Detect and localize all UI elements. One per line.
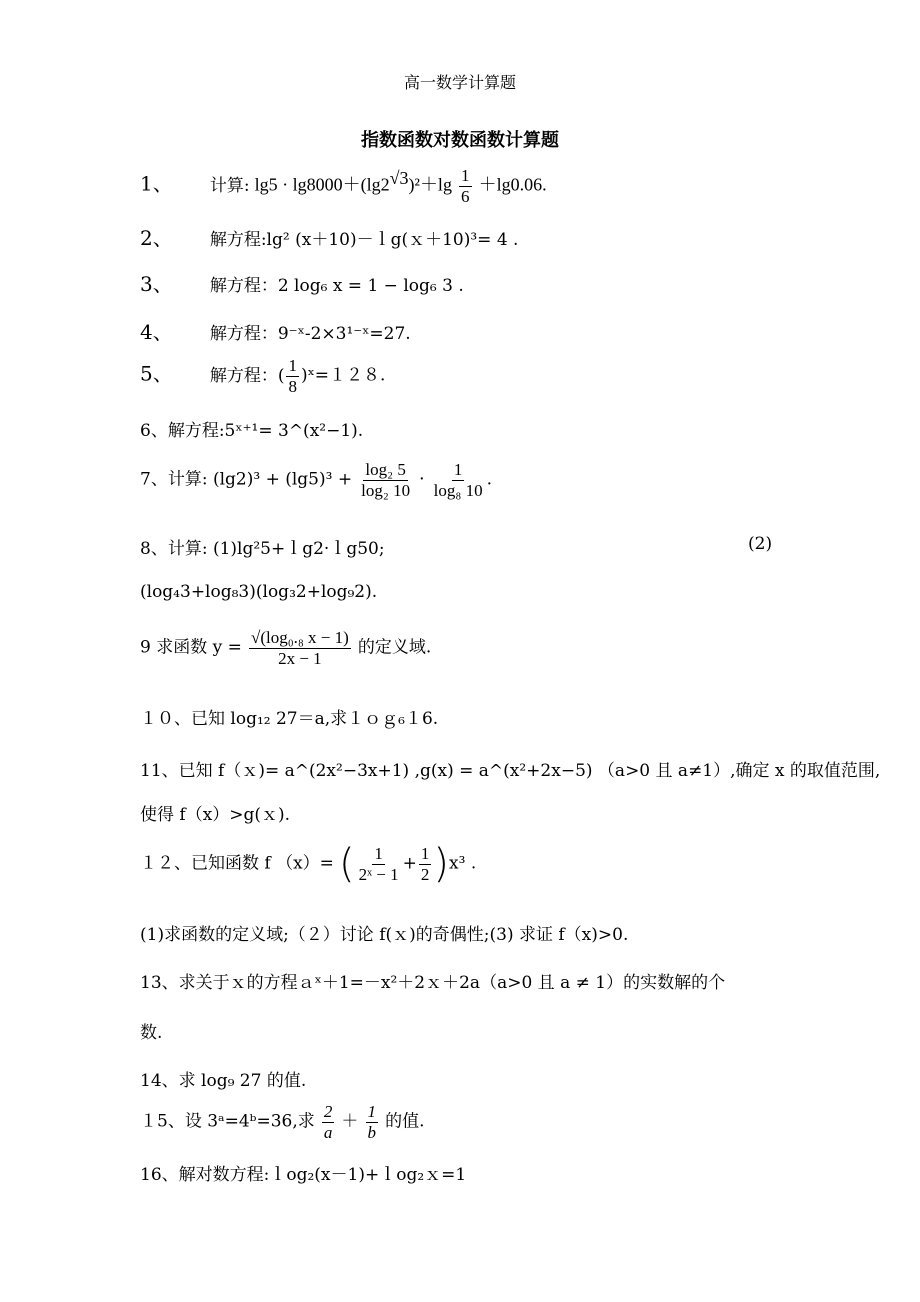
- problem-8-line-1: 8、计算: (1)lg²5+ｌg2·ｌg50;: [140, 539, 385, 559]
- problem-5-fraction: [286, 356, 299, 396]
- fraction-denominator: b: [367, 1122, 377, 1142]
- problem-15-prefix: １5、设 3ᵃ=4ᵇ=36,求: [140, 1111, 315, 1132]
- problem-1-sqrt3: √3: [389, 168, 409, 189]
- problem-7-prefix: 7、计算: (lg2)³ + (lg5)³ +: [140, 469, 353, 490]
- problem-12: [140, 841, 477, 888]
- problem-8-line-2: (log₄3+log₈3)(log₃2+log₉2).: [140, 582, 378, 602]
- problem-1: [140, 166, 547, 206]
- left-paren: (: [339, 841, 355, 888]
- problem-9-fraction: [249, 628, 351, 668]
- problem-15: [140, 1102, 425, 1142]
- fraction-numerator: 1: [461, 166, 470, 185]
- problem-1-number: 1、: [140, 171, 173, 196]
- fraction-numerator: 1: [420, 844, 430, 863]
- fraction-numerator: 1: [288, 356, 297, 375]
- problem-6: 6、解方程:5ˣ⁺¹= 3^(x²−1).: [140, 421, 364, 441]
- fraction-numerator: 1: [367, 1102, 377, 1121]
- problem-7: [140, 460, 492, 500]
- fraction-numerator: 1: [374, 844, 383, 863]
- problem-5-prefix: 解方程：(: [209, 365, 285, 386]
- fraction-numerator: log₂ 5: [365, 460, 406, 479]
- problem-5-suffix: )ˣ=１２８.: [300, 365, 386, 386]
- problem-15-plus: ＋: [341, 1111, 359, 1132]
- problem-4: [140, 316, 411, 345]
- problem-7-suffix: .: [486, 469, 492, 490]
- fraction-denominator: 8: [288, 376, 297, 396]
- problem-11-line-2: 使得 f（x）>g(ｘ).: [140, 805, 291, 825]
- problem-12-parts: (1)求函数的定义域;（２）讨论 f(ｘ)的奇偶性;(3) 求证 f（x)>0.: [140, 925, 629, 945]
- problem-16: 16、解对数方程:ｌog₂(x－1)+ｌog₂ｘ=1: [140, 1165, 467, 1185]
- problem-14: 14、求 log₉ 27 的值.: [140, 1071, 307, 1091]
- problem-1-expr-c: ＋lg0.06.: [478, 174, 547, 195]
- problem-4-number: 4、: [140, 320, 173, 344]
- problem-1-expr-b: )²＋lg: [408, 174, 452, 195]
- problem-12-suffix: x³ .: [449, 853, 477, 874]
- problem-15-fraction-1: [322, 1102, 335, 1142]
- problem-7-fraction-2: [432, 460, 485, 500]
- problem-12-prefix: １２、已知函数 f （x）=: [140, 853, 334, 874]
- fraction-numerator: 2: [323, 1102, 333, 1121]
- problem-2-number: 2、: [140, 226, 173, 250]
- problem-15-suffix: 的值.: [385, 1111, 425, 1132]
- problem-5: [140, 356, 385, 396]
- fraction-denominator: 2: [420, 864, 430, 884]
- problem-7-fraction-1: [359, 460, 412, 500]
- problem-1-prefix: 计算:: [209, 175, 250, 196]
- problem-11-line-1: 11、已知 f（ｘ)= a^(2x²−3x+1) ,g(x) = a^(x²+2x−5) （a>0 且 a≠1）,确定 x 的取值范围,: [140, 761, 881, 781]
- problem-7-dot: ·: [419, 469, 425, 490]
- fraction-denominator: 2x − 1: [278, 648, 322, 668]
- problem-9-suffix: 的定义域.: [357, 637, 432, 658]
- problem-4-text: 解方程：9⁻ˣ-2×3¹⁻ˣ=27.: [209, 324, 411, 344]
- fraction-denominator: a: [323, 1122, 333, 1142]
- right-paren: ): [433, 841, 450, 888]
- fraction-numerator: √(log₀.₈ x − 1): [250, 628, 349, 647]
- problem-2: [140, 222, 518, 251]
- fraction-denominator: log₂ 10: [361, 480, 411, 500]
- page-header: 高一数学计算题: [403, 73, 516, 92]
- problem-8-part-2-label: (2): [748, 534, 773, 554]
- problem-3-text: 解方程：2 log₆ x = 1 − log₆ 3 .: [209, 276, 464, 296]
- page-title: 指数函数对数函数计算题: [361, 130, 559, 151]
- fraction-denominator: log₈ 10: [433, 480, 483, 500]
- problem-12-plus: +: [402, 853, 417, 874]
- problem-1-expr-a: lg5 · lg8000＋(lg2: [254, 174, 390, 195]
- problem-12-fraction-2: [419, 844, 432, 884]
- problem-13-line-1: 13、求关于ｘ的方程ａˣ＋1=－x²＋2ｘ＋2a（a>0 且 a ≠ 1）的实数解的个: [140, 973, 726, 993]
- problem-3-number: 3、: [140, 272, 173, 296]
- problem-13-line-2: 数.: [140, 1023, 163, 1043]
- problem-9: [140, 628, 431, 668]
- fraction-denominator: 2ˣ − 1: [358, 864, 399, 884]
- problem-12-fraction-1: [357, 844, 401, 884]
- fraction-numerator: 1: [453, 460, 463, 479]
- problem-10: １０、已知 log₁₂ 27＝a,求１ｏｇ₆１6.: [140, 709, 439, 729]
- problem-1-fraction: [459, 166, 472, 206]
- problem-15-fraction-2: [366, 1102, 379, 1142]
- problem-3: [140, 268, 464, 297]
- problem-5-number: 5、: [140, 361, 173, 386]
- problem-9-prefix: 9 求函数 y =: [140, 637, 242, 658]
- problem-2-text: 解方程:lg² (x＋10)－ｌg(ｘ＋10)³= 4 .: [209, 230, 519, 250]
- fraction-denominator: 6: [461, 186, 470, 206]
